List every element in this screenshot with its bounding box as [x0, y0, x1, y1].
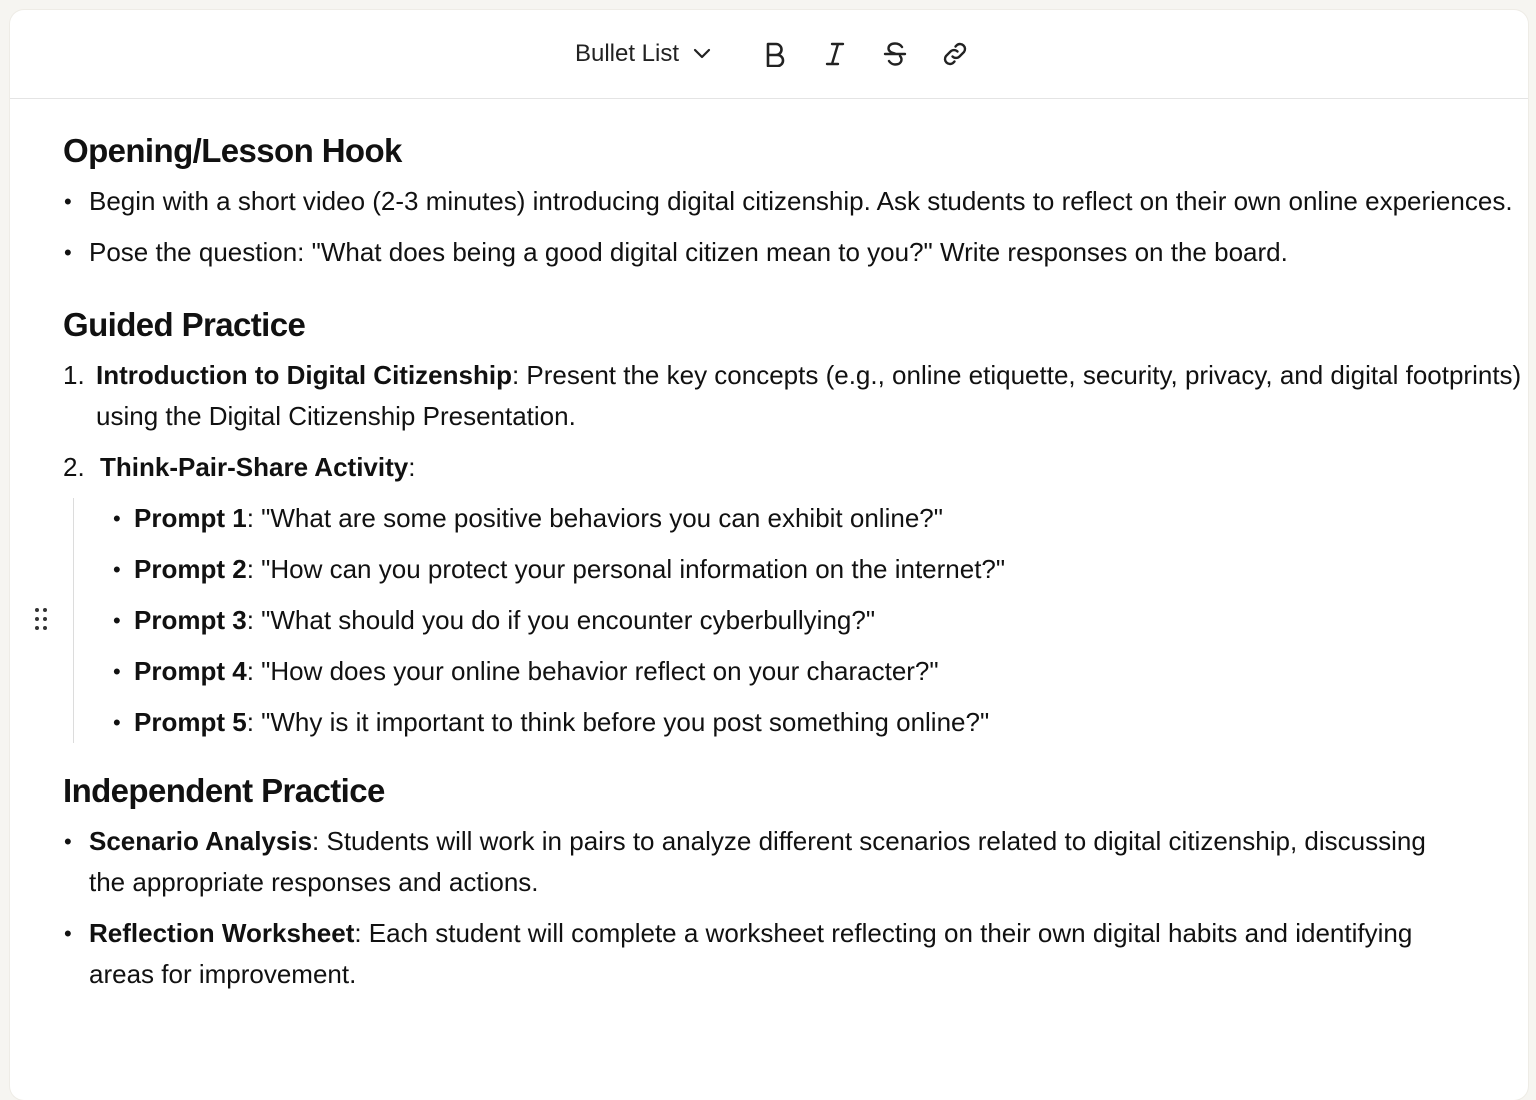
list-number: 1. [63, 360, 85, 390]
heading-opening: Opening/Lesson Hook [63, 132, 402, 169]
block-style-dropdown[interactable] [575, 40, 711, 68]
list-item [113, 549, 1528, 590]
document-content[interactable] [10, 99, 1528, 995]
prompt-text: : "What should you do if you encounter cyberbullying?" [246, 605, 876, 635]
list-item [63, 913, 1468, 995]
prompt-title: Prompt 5 [134, 707, 247, 737]
italic-button[interactable] [815, 34, 855, 74]
list-item: • Pose the question: "What does being a good digital citizen mean to you?" Write responses on the board. [63, 232, 1528, 273]
list-item [113, 600, 1528, 641]
list-item [113, 702, 1528, 743]
item-text: : Each student will complete a worksheet reflecting on their own digital habits and identifying areas for improvement. [89, 918, 1413, 989]
block-style-label: Bullet List [574, 40, 680, 67]
italic-icon [823, 41, 847, 67]
prompt-text: : "How does your online behavior reflect on your character?" [246, 656, 939, 686]
heading-independent-practice: Independent Practice [63, 772, 385, 809]
opening-list [63, 181, 1528, 273]
independent-list [63, 821, 1528, 995]
item-text: : Students will work in pairs to analyze different scenarios related to digital citizenship, discussing the appropriate responses and actions. [89, 826, 1426, 897]
item-title: Introduction to Digital Citizenship [96, 360, 512, 390]
drag-handle-icon[interactable] [34, 607, 48, 631]
list-item [63, 355, 1528, 437]
prompt-title: Prompt 3 [134, 605, 247, 635]
list-item [113, 498, 1528, 539]
heading-guided-practice: Guided Practice [63, 306, 306, 343]
link-icon [941, 40, 969, 68]
chevron-down-icon [693, 48, 711, 60]
list-item [63, 447, 1528, 743]
list-item: • Begin with a short video (2-3 minutes) introducing digital citizenship. Ask students to reflect on their own online experiences. [63, 181, 1528, 222]
prompt-title: Prompt 4 [134, 656, 247, 686]
item-text: : Present the key concepts (e.g., online etiquette, security, privacy, and digital footprints) using the Digital Citizenship Presentation. [96, 360, 1522, 431]
item-text: : [408, 452, 416, 482]
guided-list [63, 355, 1528, 743]
item-title: Think-Pair-Share Activity [100, 452, 409, 482]
bold-icon [764, 41, 786, 67]
bold-button[interactable] [755, 34, 795, 74]
prompts-list [73, 498, 1528, 743]
strikethrough-button[interactable] [875, 34, 915, 74]
prompt-text: : "What are some positive behaviors you can exhibit online?" [246, 503, 943, 533]
prompt-text: : "How can you protect your personal information on the internet?" [246, 554, 1006, 584]
list-item [113, 651, 1528, 692]
prompt-title: Prompt 2 [134, 554, 247, 584]
editor-card [10, 10, 1528, 1100]
item-title: Reflection Worksheet [89, 918, 355, 948]
list-number: 2. [63, 452, 85, 482]
strikethrough-icon [883, 41, 907, 67]
prompt-title: Prompt 1 [134, 503, 247, 533]
link-button[interactable] [935, 34, 975, 74]
item-title: Scenario Analysis [89, 826, 313, 856]
prompt-text: : "Why is it important to think before you post something online?" [246, 707, 990, 737]
list-item [63, 821, 1468, 903]
formatting-toolbar [10, 10, 1528, 99]
